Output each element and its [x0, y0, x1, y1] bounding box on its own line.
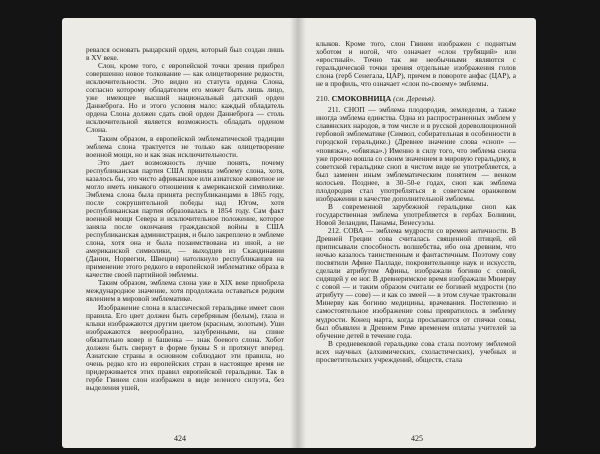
left-page-text	[86, 46, 284, 392]
left-paragraph: Слон, кроме того, с европейской точки зрения прибрел совершенно новое толкование — как олицетворение редкости, исключительности. Это видно из статута ордена Слона, согласно которому обладателем его может быть лишь лицо, уже имеющее высший национальный датский орден Даннеброга. Но и этого условия мало: каждый обладатель ордена Слона должен сдать свой орден Даннеброга — столь исключительной является возможность обладать орденом Слона.	[86, 61, 284, 135]
left-paragraph: ревался основать рыцарский орден, который был создан лишь в XV веке.	[86, 45, 284, 63]
entry-paragraph: 211. СНОП — эмблема плодородия, земледелия, а также иногда эмблема единства. Одна из распространенных эмблем у славянских народов, в том числе и в русской дореволюционной гербовой эмблематике (Символ, собирательная в особенности в городской геральдике.) (Древнее значение слова «сноп» — «повязка», «обвязка».) Именно в силу того, что эмблема снопа уже прочно вошла со своим значением в мировую геральдику, в советской геральдике сноп в чистом виде не употребляется, а был заменен иным эмблематическим понятием — венком колосьев. Позднее, в 30–50-е годах, сноп как эмблема плодородия стал употребляться в советском оранжевом изображении в качестве дополнительной эмблемы.	[316, 105, 516, 203]
entry-headword: СМОКОВНИЦА	[331, 94, 392, 104]
page-number: 425	[411, 434, 423, 443]
entry-paragraph: 212. СОВА — эмблема мудрости со времен античности. В Древней Греции сова считалась священной птицей, ей приписывали способность волшебства, ибо она древним, что ночью казалось таинственным и фантастичным. Поэтому сову посвятили Афине Палладе, покровительнице наук и искусств, сделали атрибутом Афины, изображали богиню с совой, сидящей у ее ног. В древнеримское время изображали Минерву с совой — и таким образом считали ее богиней мудрости (по атрибуту — сове) — и как со змеей — в этом случае трактовали Минерву как богиню медицины, врачевания. Постепенно и самостоятельное изображение совы превратилось в эмблему мудрости. Конец марта, когда просыпаются от спячки совы, был объявлен в Древнем Риме временем оплаты учителей за обучение детей в течение года.	[316, 225, 516, 340]
entry-paragraph: В современной зарубежной геральдике сноп как государственная эмблема употребляется в гербах Боливии, Новой Зеландии, Панамы, Венесуэлы.	[316, 201, 516, 227]
right-paragraph: клыков. Кроме того, слон Гвинеи изображен с поднятым хоботом и ногой, что означает «слон трубящий» или «яростный». Точно так же необычными являются с геральдической точки зрения отдельные изображения голов слона (герб Сенегала, ЦАР), причем в повороте анфас (ЦАР), а не в профиль, что означает «слон по-своему» эмблемы.	[316, 39, 516, 89]
left-paragraph: Изображение слона в классической геральдике имеет свои правила. Его цвет должен быть серебряным (белым), глаза и клыки изображаются другим цветом (красным, золотым). Уши изображаются веерообразно, зазубренными, на спине обязательно ковер и башенка — знак боевого слона. Хобот должен быть свернут в форме буквы S и протянут вперед. Азиатские страны в основном соблюдают эти правила, но очень редко кто из европейских стран в настоящее время не придерживается этих правил европейской геральдики. Так в гербе Гвинеи слон изображен в виде зеленого силуэта, без выделения ушей,	[86, 302, 284, 392]
right-page-text	[316, 40, 516, 364]
book-gutter	[290, 18, 306, 448]
left-paragraph: Это дает возможность лучше понять, почему республиканская партия США приняла эмблему слона, хотя, казалось бы, это чисто африканское или азиатское животное не могло иметь никакого отношения к американской символике. Эмблема слона была принята республиканцами в 1865 году, после сокрушительной победы над Югом, хотя республиканская партия образовалась в 1854 году. Сам факт военной мощи Севера и исключительное положение, которое заняла после окончания гражданской войны в США республиканская администрация, и было закреплено в эмблеме слона, хотя она и была позаимствована из иной, а не американской символики, — выходцев из Скандинавии (Дании, Норвегии, Швеции) натолкнуло республиканцев на применение этого редкого в европейской эмблематике образа в качестве своей партийной эмблемы.	[86, 157, 284, 280]
page-number: 424	[174, 434, 186, 443]
left-paragraph: Таким образом, в европейской эмблематической традиции эмблема слона трактуется не только как олицетворение военной мощи, но и как знак исключительности.	[86, 133, 284, 159]
entry-crossref: (см. Деревья).	[393, 95, 436, 104]
entry-number: 210.	[316, 94, 330, 104]
left-page	[62, 18, 298, 448]
entry-paragraph: В средневековой геральдике сова стала поэтому эмблемой всех научных (алхимических, схоластических), учебных и просветительских учреждений, обществ, стала	[316, 338, 516, 364]
left-paragraph: Таким образом, эмблема слона уже в XIX веке приобрела международное значение, хотя продолжала оставаться редким явлением в мировой эмблематике.	[86, 278, 284, 304]
right-page	[298, 18, 536, 448]
entry-heading	[316, 94, 516, 104]
